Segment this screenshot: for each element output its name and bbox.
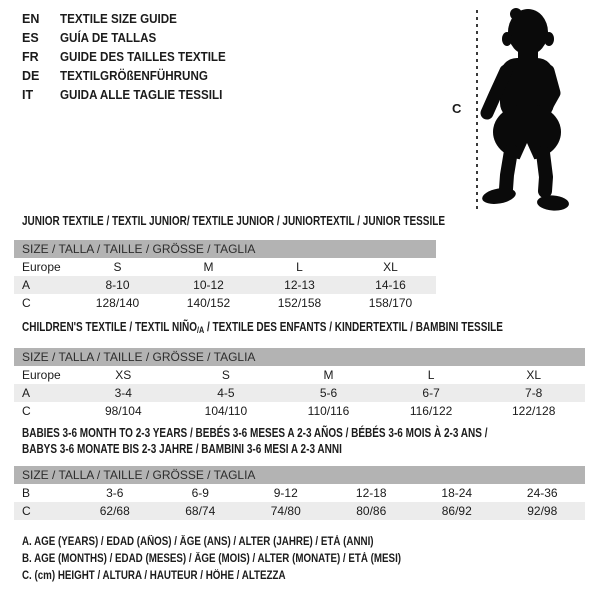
row-label: A (22, 386, 31, 400)
table-cell: 3-4 (114, 386, 132, 400)
footnote-b (22, 551, 468, 568)
table-row (14, 502, 585, 520)
table-cell: 116/122 (409, 404, 453, 418)
language-title: TEXTILE SIZE GUIDE (60, 12, 177, 26)
row-label: Europe (22, 260, 61, 274)
baby-silhouette (481, 8, 570, 212)
row-label: A (22, 278, 31, 292)
table-cell: 6-9 (191, 486, 209, 500)
table-cell: 5-6 (319, 386, 338, 400)
section-title (22, 442, 422, 456)
table-cell: 3-6 (106, 486, 124, 500)
section-title (22, 320, 600, 337)
baby-silhouette-icon (448, 5, 598, 217)
language-code: IT (22, 88, 34, 102)
row-label: B (22, 486, 31, 500)
footnote-text: A. AGE (YEARS) / EDAD (AÑOS) / ÂGE (ANS) / ALTER (JAHRE) / ETÀ (ANNI) (22, 536, 374, 548)
size-header-bar: SIZE / TALLA / TAILLE / GRÖSSE / TAGLIA (14, 240, 436, 258)
table-cell: 12-18 (355, 486, 387, 500)
size-header-bar: SIZE / TALLA / TAILLE / GRÖSSE / TAGLIA (14, 466, 585, 484)
language-row (22, 88, 238, 107)
section-babies (0, 420, 600, 520)
language-code: ES (22, 31, 39, 45)
figure-height-label: C (452, 101, 462, 116)
language-guide (22, 12, 238, 107)
table-cell: L (427, 368, 435, 382)
footnote-text: B. AGE (MONTHS) / EDAD (MESES) / ÂGE (MOIS) / ALTER (MONATE) / ETÀ (MESI) (22, 553, 402, 565)
title-subscript: /A (196, 325, 205, 335)
size-table-junior (14, 240, 436, 312)
table-cell: 128/140 (95, 296, 140, 310)
size-table-babies (14, 466, 585, 520)
language-title: GUIDA ALLE TAGLIE TESSILI (60, 88, 223, 102)
table-row (14, 294, 436, 312)
table-cell: 80/86 (356, 504, 387, 518)
table-cell: 140/152 (186, 296, 231, 310)
section-title-text: BABYS 3-6 MONATE BIS 2-3 JAHRE / BAMBINI 3-6 MESI A 2-3 ANNI (22, 442, 342, 456)
table-cell: 14-16 (375, 278, 406, 292)
language-title: TEXTILGRÖßENFÜHRUNG (60, 69, 208, 83)
table-cell: 9-12 (273, 486, 298, 500)
table-cell: 104/110 (204, 404, 248, 418)
row-label: C (22, 404, 31, 418)
row-label: C (22, 296, 31, 310)
footnote-text: C. (cm) HEIGHT / ALTURA / HAUTEUR / HÖHE / ALTEZZA (22, 570, 286, 582)
table-cell: 86/92 (441, 504, 472, 518)
size-table (14, 366, 585, 420)
table-row (14, 384, 585, 402)
language-code: DE (22, 69, 40, 83)
table-cell: 24-36 (526, 486, 558, 500)
table-cell: 68/74 (185, 504, 216, 518)
table-cell: 62/68 (99, 504, 130, 518)
table-cell: 18-24 (441, 486, 473, 500)
table-cell: M (323, 368, 334, 382)
language-row (22, 50, 238, 69)
language-row (22, 12, 238, 31)
table-cell: 10-12 (193, 278, 224, 292)
table-cell: XL (526, 368, 542, 382)
table-cell: 8-10 (105, 278, 130, 292)
row-label: Europe (22, 368, 61, 382)
table-cell: 7-8 (525, 386, 543, 400)
section-children (0, 314, 600, 420)
table-cell: S (113, 260, 122, 274)
table-row (14, 258, 436, 276)
table-cell: XS (115, 368, 132, 382)
section-title-text (22, 320, 503, 337)
table-cell: 152/158 (277, 296, 322, 310)
language-title: GUIDE DES TAILLES TEXTILE (60, 50, 226, 64)
table-row (14, 276, 436, 294)
table-cell: S (221, 368, 230, 382)
language-code: FR (22, 50, 39, 64)
baby-figure (448, 5, 598, 217)
table-row (14, 484, 585, 502)
section-title-text: JUNIOR TEXTILE / TEXTIL JUNIOR/ TEXTILE JUNIOR / JUNIORTEXTIL / JUNIOR TESSILE (22, 214, 446, 228)
table-row (14, 402, 585, 420)
title-part: CHILDREN'S TEXTILE / TEXTIL NIÑO (22, 320, 197, 334)
table-cell: 92/98 (527, 504, 558, 518)
table-cell: M (203, 260, 214, 274)
footnotes (22, 534, 468, 585)
table-cell: 110/116 (307, 404, 350, 418)
section-title (22, 214, 551, 228)
size-table (14, 484, 585, 520)
language-row (22, 69, 238, 88)
table-cell: L (296, 260, 303, 274)
footnote-a (22, 534, 468, 551)
language-code: EN (22, 12, 40, 26)
section-title-text: BABIES 3-6 MONTH TO 2-3 YEARS / BEBÉS 3-6 MESES A 2-3 AÑOS / BÉBÉS 3-6 MOIS À 2-3 ANS / (22, 426, 488, 440)
size-table (14, 258, 436, 312)
language-title: GUÍA DE TALLAS (60, 31, 157, 45)
table-cell: 158/170 (368, 296, 413, 310)
table-cell: 6-7 (422, 386, 440, 400)
size-table-children (14, 348, 585, 420)
table-cell: 74/80 (270, 504, 301, 518)
footnote-c (22, 568, 468, 585)
table-cell: 12-13 (284, 278, 315, 292)
row-label: C (22, 504, 31, 518)
table-cell: XL (383, 260, 398, 274)
table-cell: 4-5 (217, 386, 235, 400)
section-title (22, 426, 600, 440)
language-row (22, 31, 238, 50)
table-cell: 122/128 (511, 404, 556, 418)
size-header-bar: SIZE / TALLA / TAILLE / GRÖSSE / TAGLIA (14, 348, 585, 366)
title-part: / TEXTILE DES ENFANTS / KINDERTEXTIL / BAMBINI TESSILE (204, 320, 503, 334)
table-cell: 98/104 (104, 404, 142, 418)
section-junior (0, 208, 600, 312)
table-row (14, 366, 585, 384)
